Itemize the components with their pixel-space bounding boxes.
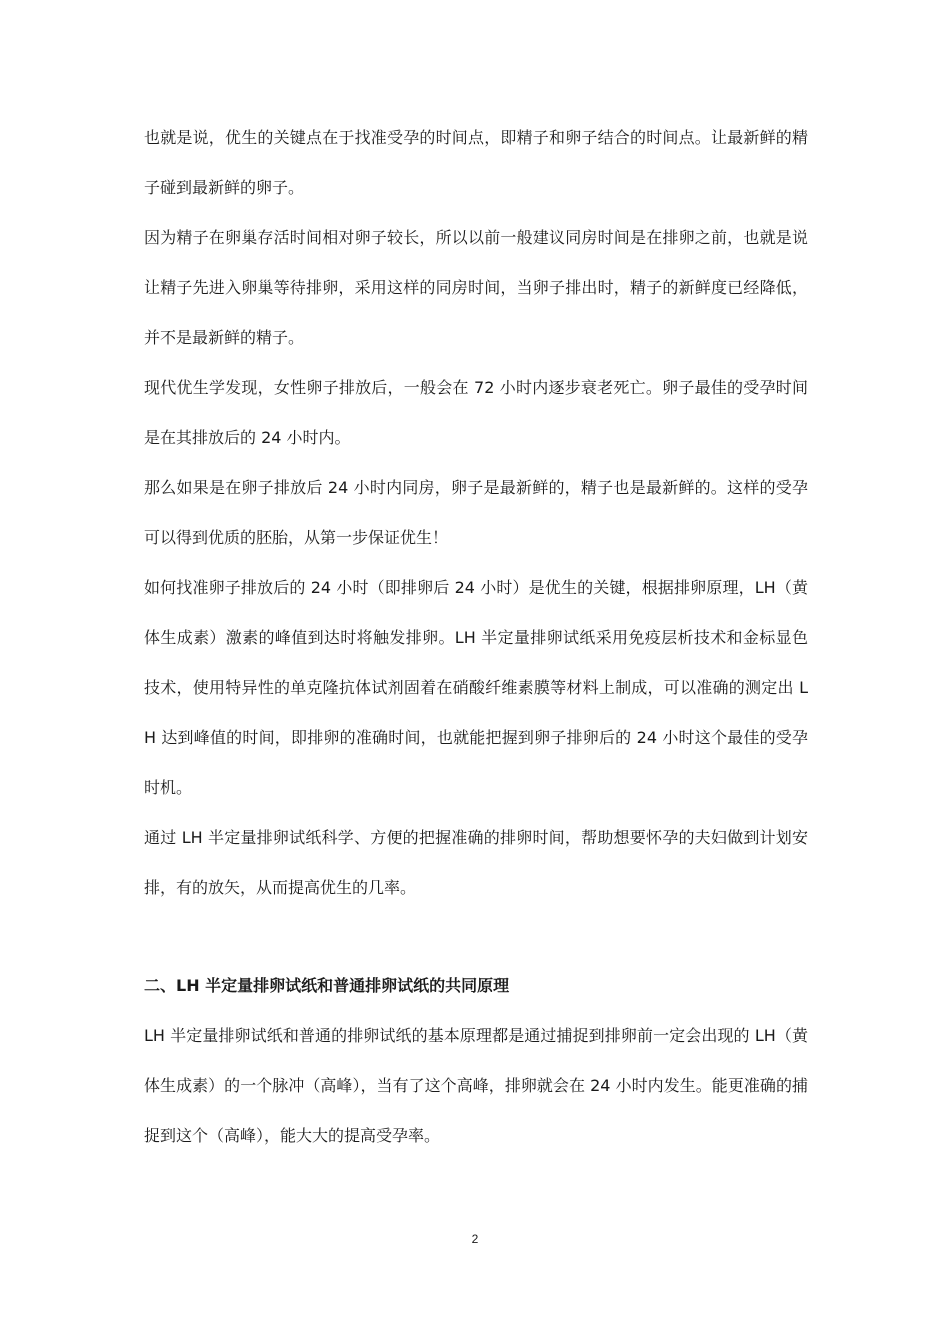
paragraph: LH 半定量排卵试纸和普通的排卵试纸的基本原理都是通过捕捉到排卵前一定会出现的 LH（黄体生成素）的一个脉冲（高峰），当有了这个高峰，排卵就会在 24 小时内发生。能更准确的捕捉到这个（高峰），能大大的提高受孕率。 [144,1026,808,1145]
paragraph: 通过 LH 半定量排卵试纸科学、方便的把握准确的排卵时间，帮助想要怀孕的夫妇做到计划安排，有的放矢，从而提高优生的几率。 [144,828,808,897]
page-body [144,113,808,1161]
paragraph: 因为精子在卵巢存活时间相对卵子较长，所以以前一般建议同房时间是在排卵之前，也就是说让精子先进入卵巢等待排卵，采用这样的同房时间，当卵子排出时，精子的新鲜度已经降低，并不是最新鲜的精子。 [144,228,808,347]
page-number: 2 [471,1232,479,1246]
paragraph: 现代优生学发现，女性卵子排放后，一般会在 72 小时内逐步衰老死亡。卵子最佳的受孕时间是在其排放后的 24 小时内。 [144,378,808,447]
paragraph: 那么如果是在卵子排放后 24 小时内同房，卵子是最新鲜的，精子也是最新鲜的。这样的受孕可以得到优质的胚胎，从第一步保证优生！ [144,478,808,547]
paragraph: 也就是说，优生的关键点在于找准受孕的时间点，即精子和卵子结合的时间点。让最新鲜的精子碰到最新鲜的卵子。 [144,128,808,197]
section-heading: 二、LH 半定量排卵试纸和普通排卵试纸的共同原理 [144,976,510,995]
paragraph: 如何找准卵子排放后的 24 小时（即排卵后 24 小时）是优生的关键，根据排卵原理，LH（黄体生成素）激素的峰值到达时将触发排卵。LH 半定量排卵试纸采用免疫层析技术和金标显色技术，使用特异性的单克隆抗体试剂固着在硝酸纤维素膜等材料上制成，可以准确的测定出 LH 达到峰值的时间，即排卵的准确时间，也就能把握到卵子排卵后的 24 小时这个最佳的受孕时机。 [144,578,808,797]
